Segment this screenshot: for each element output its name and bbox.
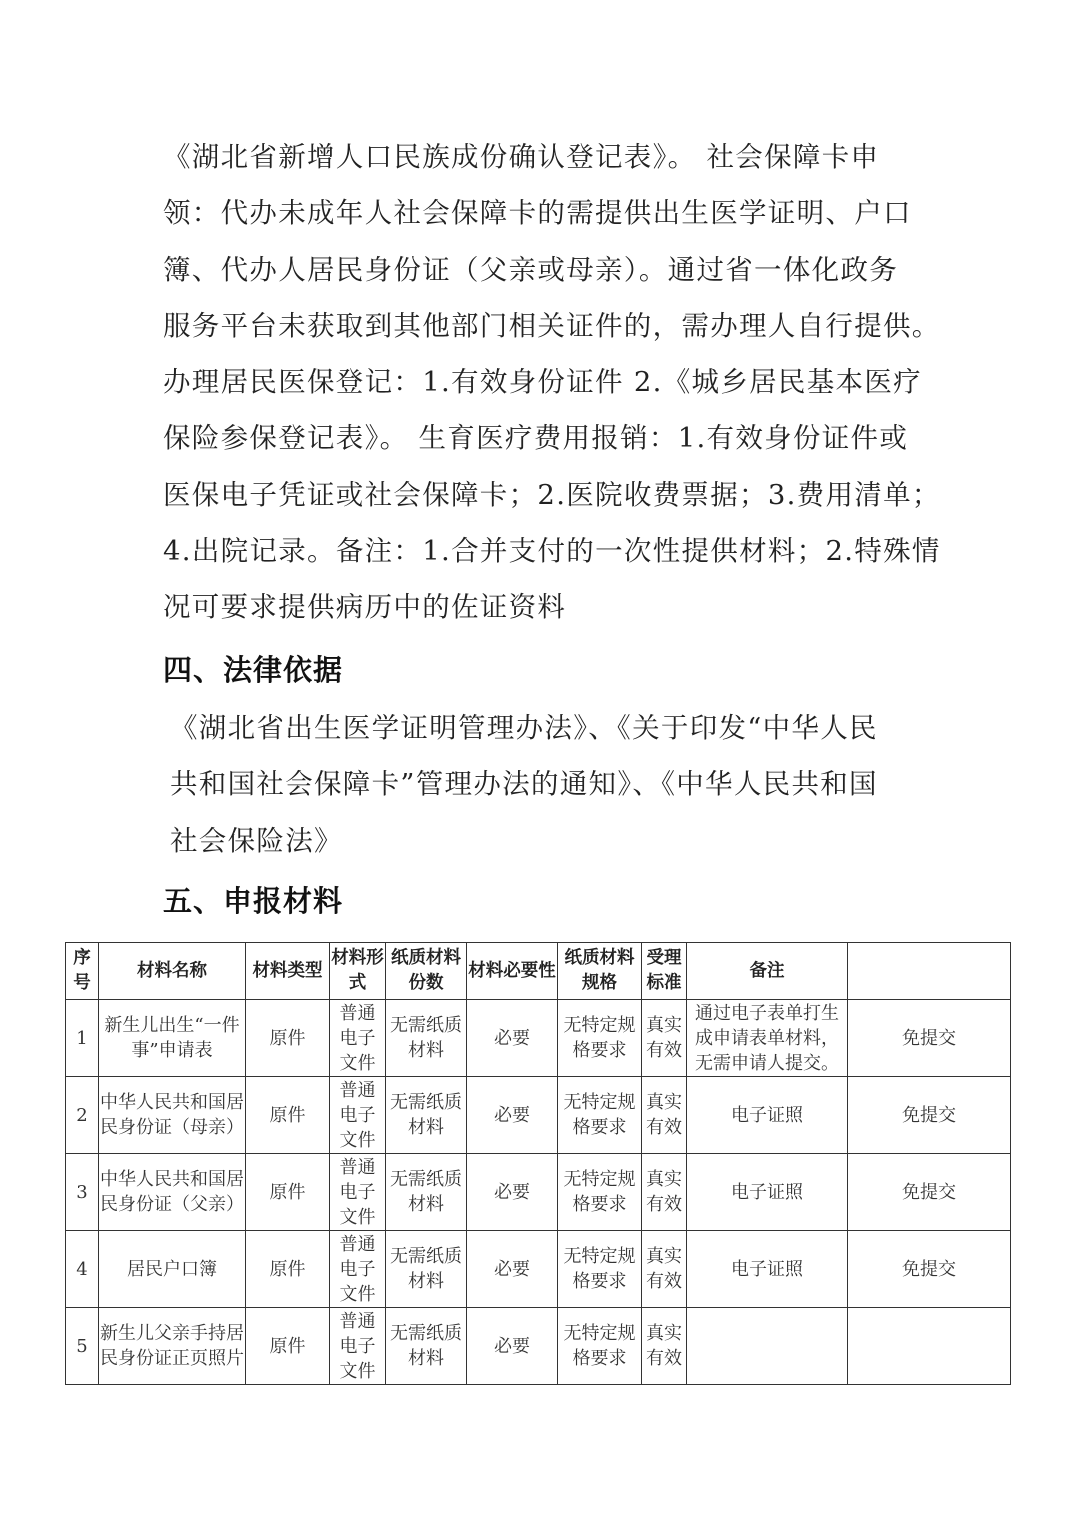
cell-type: 原件 (246, 1154, 330, 1231)
cell-form: 普通电子文件 (330, 1077, 386, 1154)
materials-table (65, 942, 1011, 1385)
cell-form: 普通电子文件 (330, 1000, 386, 1077)
header-form: 材料形式 (330, 943, 386, 1000)
cell-remark: 电子证照 (687, 1231, 848, 1308)
cell-name: 新生儿父亲手持居民身份证正页照片 (99, 1308, 246, 1385)
intro-line: 4.出院记录。备注：1.合并支付的一次性提供材料；2.特殊情 (163, 535, 941, 568)
cell-type: 原件 (246, 1077, 330, 1154)
header-necessity: 材料必要性 (467, 943, 558, 1000)
cell-seq: 4 (66, 1231, 99, 1308)
cell-exempt (848, 1308, 1011, 1385)
cell-remark (687, 1308, 848, 1385)
cell-seq: 3 (66, 1154, 99, 1231)
intro-paragraph (163, 129, 953, 636)
cell-exempt: 免提交 (848, 1077, 1011, 1154)
cell-form: 普通电子文件 (330, 1231, 386, 1308)
cell-exempt: 免提交 (848, 1000, 1011, 1077)
cell-copies: 无需纸质材料 (386, 1000, 467, 1077)
table-row (66, 1077, 1011, 1154)
table-row (66, 1000, 1011, 1077)
cell-name: 居民户口簿 (99, 1231, 246, 1308)
cell-form: 普通电子文件 (330, 1154, 386, 1231)
header-seq: 序号 (66, 943, 99, 1000)
cell-necessity: 必要 (467, 1308, 558, 1385)
intro-line: 《湖北省新增人口民族成份确认登记表》。 社会保障卡申 (163, 141, 880, 173)
cell-spec: 无特定规格要求 (558, 1077, 642, 1154)
intro-line: 况可要求提供病历中的佐证资料 (163, 591, 567, 624)
section-heading-materials: 五、申报材料 (163, 884, 344, 918)
cell-necessity: 必要 (467, 1077, 558, 1154)
cell-name: 中华人民共和国居民身份证（父亲） (99, 1154, 246, 1231)
cell-remark: 电子证照 (687, 1077, 848, 1154)
cell-standard: 真实有效 (642, 1308, 687, 1385)
legal-basis-paragraph (170, 700, 960, 869)
header-spec: 纸质材料规格 (558, 943, 642, 1000)
header-remark: 备注 (687, 943, 848, 1000)
header-name: 材料名称 (99, 943, 246, 1000)
cell-necessity: 必要 (467, 1231, 558, 1308)
cell-name: 新生儿出生“一件事”申请表 (99, 1000, 246, 1077)
intro-line: 领：代办未成年人社会保障卡的需提供出生医学证明、户口 (163, 197, 912, 230)
table-row (66, 1231, 1011, 1308)
cell-remark: 电子证照 (687, 1154, 848, 1231)
legal-basis-line: 《湖北省出生医学证明管理办法》、《关于印发“中华人民 (170, 712, 878, 744)
legal-basis-line: 社会保险法》 (170, 824, 343, 857)
cell-copies: 无需纸质材料 (386, 1154, 467, 1231)
cell-spec: 无特定规格要求 (558, 1231, 642, 1308)
cell-standard: 真实有效 (642, 1077, 687, 1154)
section-heading-legal-basis: 四、法律依据 (163, 653, 344, 687)
cell-standard: 真实有效 (642, 1231, 687, 1308)
cell-seq: 5 (66, 1308, 99, 1385)
header-extra (848, 943, 1011, 1000)
header-copies: 纸质材料份数 (386, 943, 467, 1000)
intro-line: 办理居民医保登记：1.有效身份证件 2.《城乡居民基本医疗 (163, 366, 922, 399)
cell-standard: 真实有效 (642, 1154, 687, 1231)
table-row (66, 1154, 1011, 1231)
cell-seq: 1 (66, 1000, 99, 1077)
intro-line: 保险参保登记表》。 生育医疗费用报销：1.有效身份证件或 (163, 422, 909, 455)
legal-basis-line: 共和国社会保障卡”管理办法的通知》、《中华人民共和国 (170, 768, 878, 801)
cell-standard: 真实有效 (642, 1000, 687, 1077)
cell-exempt: 免提交 (848, 1231, 1011, 1308)
table-header-row (66, 943, 1011, 1000)
cell-copies: 无需纸质材料 (386, 1308, 467, 1385)
cell-exempt: 免提交 (848, 1154, 1011, 1231)
intro-line: 医保电子凭证或社会保障卡；2.医院收费票据；3.费用清单； (163, 478, 941, 511)
cell-type: 原件 (246, 1000, 330, 1077)
intro-line: 服务平台未获取到其他部门相关证件的，需办理人自行提供。 (163, 309, 941, 342)
cell-necessity: 必要 (467, 1000, 558, 1077)
cell-copies: 无需纸质材料 (386, 1231, 467, 1308)
cell-seq: 2 (66, 1077, 99, 1154)
cell-type: 原件 (246, 1231, 330, 1308)
cell-type: 原件 (246, 1308, 330, 1385)
cell-spec: 无特定规格要求 (558, 1308, 642, 1385)
header-type: 材料类型 (246, 943, 330, 1000)
cell-spec: 无特定规格要求 (558, 1154, 642, 1231)
table-row (66, 1308, 1011, 1385)
cell-necessity: 必要 (467, 1154, 558, 1231)
cell-remark: 通过电子表单打生成申请表单材料，无需申请人提交。 (687, 1000, 848, 1077)
intro-line: 簿、代办人居民身份证（父亲或母亲）。通过省一体化政务 (163, 253, 899, 286)
cell-form: 普通电子文件 (330, 1308, 386, 1385)
cell-copies: 无需纸质材料 (386, 1077, 467, 1154)
header-standard: 受理标准 (642, 943, 687, 1000)
cell-spec: 无特定规格要求 (558, 1000, 642, 1077)
cell-name: 中华人民共和国居民身份证（母亲） (99, 1077, 246, 1154)
